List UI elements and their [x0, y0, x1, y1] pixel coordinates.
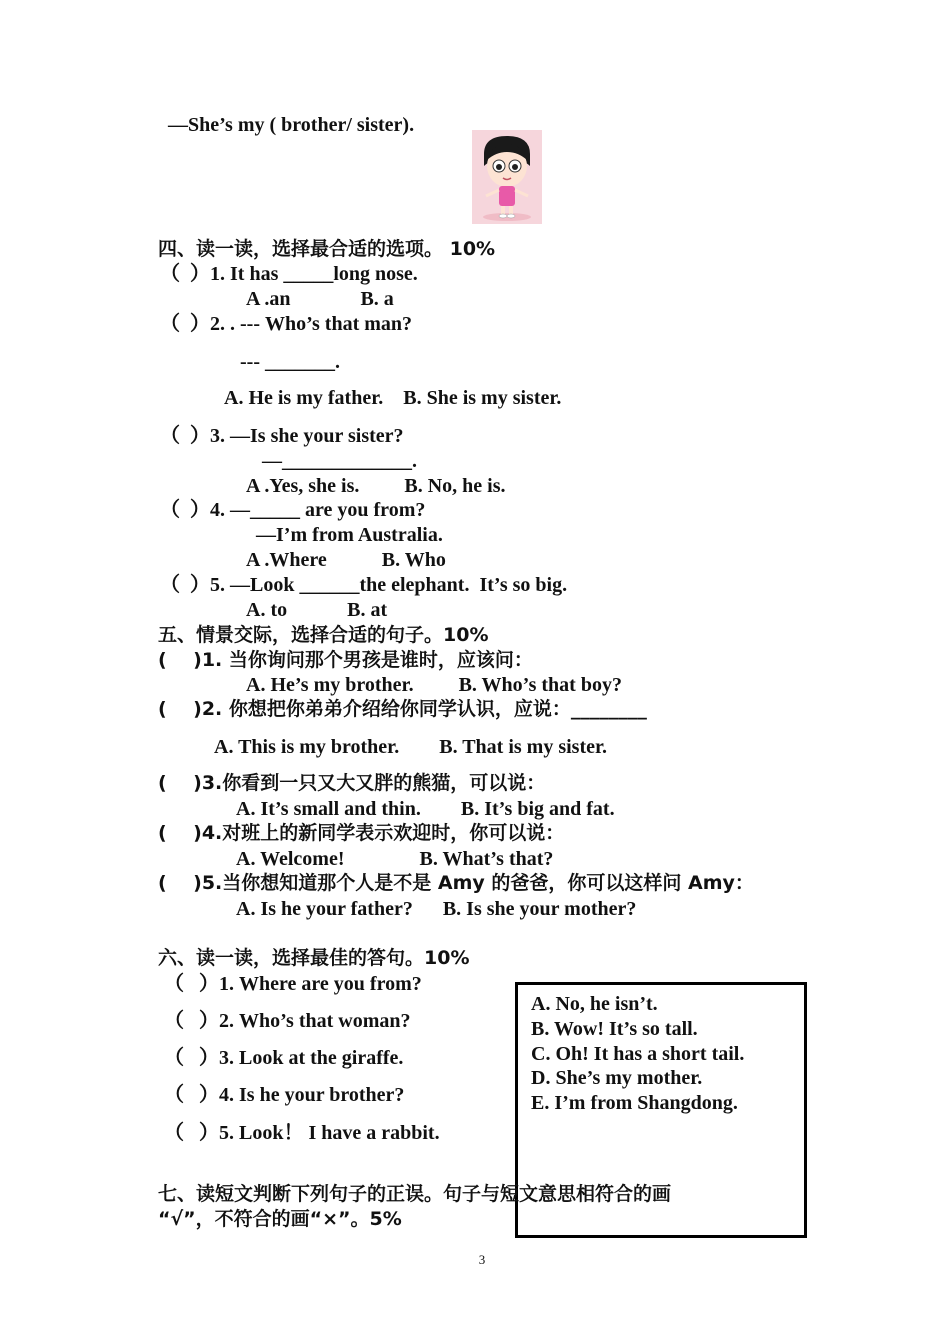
- s4-q1-options: A .an B. a: [246, 288, 394, 310]
- s4-q1: （ ）1. It has _____long nose.: [160, 263, 418, 285]
- s5-q4: ( )4.对班上的新同学表示欢迎时，你可以说：: [158, 822, 565, 844]
- s4-q3: （ ）3. —Is she your sister?: [160, 425, 404, 447]
- s4-q5-options: A. to B. at: [246, 599, 388, 621]
- s6-question-3: （ ）3. Look at the giraffe.: [164, 1047, 404, 1069]
- s6-answer-d: D. She’s my mother.: [531, 1067, 703, 1089]
- s5-q1: ( )1. 当你询问那个男孩是谁时，应该问：: [158, 649, 533, 671]
- s5-q5: ( )5.当你想知道那个人是不是 Amy 的爸爸，你可以这样问 Amy：: [158, 872, 754, 894]
- section7-title-line2: “√”，不符合的画“×”。5%: [158, 1208, 402, 1230]
- section4-title: 四、读一读，选择最合适的选项。 10%: [158, 238, 496, 260]
- s5-q3: ( )3.你看到一只又大又胖的熊猫，可以说：: [158, 772, 546, 794]
- girl-illustration: [472, 130, 542, 224]
- s6-answer-a: A. No, he isn’t.: [531, 993, 658, 1015]
- s4-q5: （ ）5. —Look ______the elephant. It’s so big.: [160, 574, 568, 596]
- s4-q3-options: A .Yes, she is. B. No, he is.: [246, 475, 506, 497]
- s5-q2: ( )2. 你想把你弟弟介绍给你同学认识，应说：________: [158, 698, 647, 720]
- s5-q5-options: A. Is he your father? B. Is she your mother?: [236, 898, 637, 920]
- s4-q4-options: A .Where B. Who: [246, 549, 446, 571]
- s5-q1-options: A. He’s my brother. B. Who’s that boy?: [246, 674, 622, 696]
- s5-q2-options: A. This is my brother. B. That is my sister.: [214, 736, 608, 758]
- s4-q2: （ ）2. . --- Who’s that man?: [160, 313, 413, 335]
- s6-answer-e: E. I’m from Shangdong.: [531, 1092, 738, 1114]
- s5-q4-options: A. Welcome! B. What’s that?: [236, 848, 554, 870]
- s4-q2-answer: --- _______.: [240, 351, 340, 373]
- s6-question-2: （ ）2. Who’s that woman?: [164, 1010, 411, 1032]
- s5-q3-options: A. It’s small and thin. B. It’s big and fat.: [236, 798, 615, 820]
- s4-q4: （ ）4. —_____ are you from?: [160, 499, 426, 521]
- section7-title-line1: 七、读短文判断下列句子的正误。句子与短文意思相符合的画: [158, 1183, 672, 1205]
- s6-answer-b: B. Wow! It’s so tall.: [531, 1018, 698, 1040]
- s4-q4-answer: —I’m from Australia.: [256, 524, 443, 546]
- page-number: 3: [478, 1252, 486, 1267]
- section6-title: 六、读一读，选择最佳的答句。10%: [158, 947, 470, 969]
- section5-title: 五、情景交际，选择合适的句子。10%: [158, 624, 489, 646]
- s6-question-1: （ ）1. Where are you from?: [164, 973, 422, 995]
- s4-q3-answer: —_____________.: [262, 450, 417, 472]
- s6-question-4: （ ）4. Is he your brother?: [164, 1084, 405, 1106]
- s4-q2-options: A. He is my father. B. She is my sister.: [224, 387, 562, 409]
- top-line: —She’s my ( brother/ sister).: [168, 114, 415, 136]
- s6-question-5: （ ）5. Look！ I have a rabbit.: [164, 1122, 440, 1144]
- s6-answer-c: C. Oh! It has a short tail.: [531, 1043, 745, 1065]
